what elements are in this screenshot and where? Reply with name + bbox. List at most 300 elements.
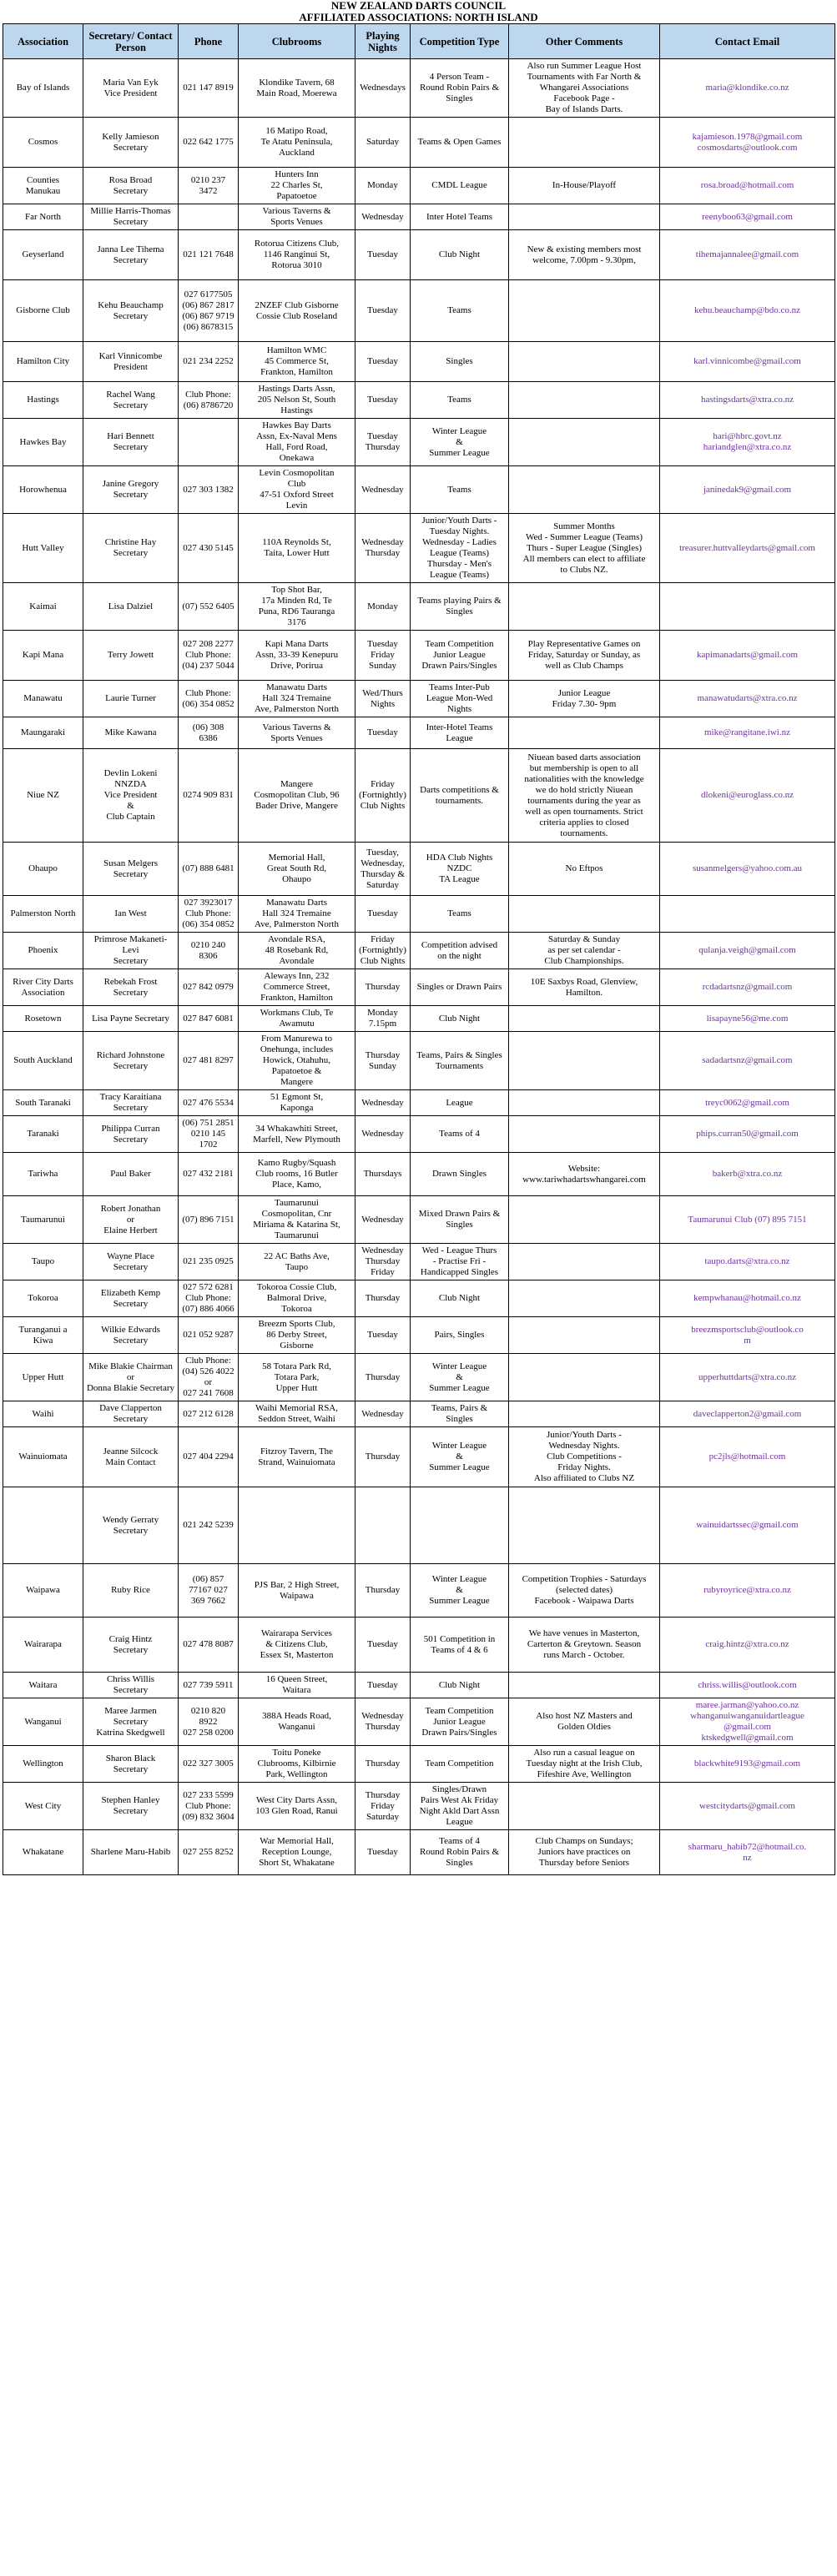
cell-line: Teams of 4	[439, 1836, 480, 1846]
competition-type-cell	[411, 1280, 509, 1317]
cell-line: Wairarapa Services	[261, 1628, 332, 1638]
column-header: Secretary/ Contact Person	[83, 24, 179, 59]
contact-cell	[83, 280, 179, 342]
cell-line: Wednesday	[361, 1408, 404, 1419]
cell-line: Tokoroa Cossie Club,	[256, 1282, 337, 1292]
email-cell	[660, 1116, 835, 1153]
cell-line: Club Phone:	[185, 1356, 231, 1366]
email-link[interactable]: phips.curran50@gmail.com	[696, 1129, 799, 1139]
table-row	[3, 1244, 835, 1280]
cell-line: Palmerston North	[10, 908, 76, 918]
email-link[interactable]: reenyboo63@gmail.com	[702, 211, 793, 222]
email-link[interactable]: manawatudarts@xtra.co.nz	[697, 693, 798, 703]
email-cell	[660, 382, 835, 419]
phone-cell	[179, 1564, 239, 1618]
cell-line: Club Night	[438, 1679, 481, 1690]
clubrooms-cell	[239, 631, 355, 681]
email-link[interactable]: hastingsdarts@xtra.co.nz	[701, 395, 794, 405]
playing-nights-cell	[355, 749, 411, 843]
clubrooms-cell	[239, 1032, 355, 1090]
comments-cell	[509, 419, 660, 466]
cell-line: 3176	[287, 617, 306, 627]
comments-cell	[509, 1196, 660, 1244]
email-link[interactable]: daveclapperton2@gmail.com	[693, 1408, 802, 1419]
cell-line: Bader Drive, Mangere	[255, 801, 338, 811]
email-link[interactable]: rosa.broad@hotmail.com	[700, 180, 794, 190]
email-link[interactable]: treasurer.huttvalleydarts@gmail.com	[679, 542, 815, 553]
email-link[interactable]: nz	[743, 1852, 752, 1863]
cell-line: Wednesday	[361, 1214, 404, 1225]
table-row	[3, 1618, 835, 1673]
comments-cell	[509, 466, 660, 514]
email-link[interactable]: breezmsportsclub@outlook.co	[691, 1324, 804, 1335]
cell-line: Wed/Thurs	[362, 687, 403, 698]
contact-cell	[83, 1032, 179, 1090]
cell-line: Club Phone:	[185, 1293, 231, 1303]
cell-line: 0210 240 8306	[190, 939, 226, 961]
cell-line: (Fortnightly)	[359, 790, 406, 800]
playing-nights-cell	[355, 1006, 411, 1032]
email-link[interactable]: ktskedgwell@gmail.com	[701, 1733, 794, 1743]
cell-line: Secretary	[113, 1261, 149, 1272]
competition-type-cell	[411, 280, 509, 342]
phone-cell	[179, 466, 239, 514]
phone-cell	[179, 1244, 239, 1280]
email-cell	[660, 1487, 835, 1564]
comments-cell	[509, 1698, 660, 1746]
phone-cell	[179, 280, 239, 342]
email-link[interactable]: mike@rangitane.iwi.nz	[704, 727, 790, 737]
clubrooms-cell	[239, 342, 355, 382]
cell-line: Hawkes Bay Darts	[262, 420, 331, 430]
competition-type-cell	[411, 59, 509, 118]
cell-line: Wednesday	[361, 1097, 404, 1108]
email-link[interactable]: kempwhanau@hotmail.co.nz	[693, 1293, 801, 1303]
cell-line: Rotorua Citizens Club,	[254, 239, 340, 249]
email-link[interactable]: chriss.willis@outlook.com	[698, 1679, 797, 1690]
clubrooms-cell	[239, 1006, 355, 1032]
cell-line: - Practise Fri -	[432, 1256, 487, 1266]
email-link[interactable]: sharmaru_habib72@hotmail.co.	[688, 1841, 807, 1852]
cell-line: Onekawa	[279, 453, 315, 463]
cell-line: Cosmopolitan, Cnr	[261, 1209, 332, 1219]
cell-line: Bay of Islands Darts.	[545, 104, 623, 114]
email-link[interactable]: rubyroyrice@xtra.co.nz	[703, 1585, 791, 1595]
cell-line: Singles	[446, 93, 473, 103]
email-link[interactable]: hari@hbrc.govt.nz	[713, 431, 782, 441]
cell-line: Ohaupo	[28, 863, 58, 873]
email-link[interactable]: qulanja.veigh@gmail.com	[698, 945, 796, 955]
cell-line: Secretary	[113, 1763, 149, 1774]
cell-line: Facebook - Waipawa Darts	[534, 1596, 634, 1606]
cell-line: Drive, Porirua	[270, 661, 323, 671]
association-cell	[3, 1116, 83, 1153]
phone-cell	[179, 1196, 239, 1244]
phone-cell	[179, 168, 239, 204]
cell-line: West City Darts Assn,	[256, 1795, 337, 1805]
email-link[interactable]: Taumarunui Club (07) 895 7151	[688, 1214, 807, 1225]
cell-line: (06) 8786720	[183, 400, 234, 410]
cell-line: Monday	[367, 180, 398, 190]
cell-line: Club rooms, 16 Butler	[255, 1169, 338, 1179]
cell-line: 022 642 1775	[183, 137, 234, 147]
email-cell	[660, 342, 835, 382]
email-link[interactable]: kajamieson.1978@gmail.com	[692, 131, 803, 142]
playing-nights-cell	[355, 1746, 411, 1783]
cell-line: Friday	[371, 779, 395, 789]
cell-line: Maree Jarmen	[104, 1705, 157, 1716]
contact-cell	[83, 1618, 179, 1673]
email-link[interactable]: susanmelgers@yahoo.com.au	[692, 863, 803, 873]
clubrooms-cell	[239, 382, 355, 419]
competition-type-cell	[411, 1427, 509, 1487]
clubrooms-cell	[239, 1673, 355, 1698]
cell-line: Hamilton.	[565, 987, 603, 998]
cell-line: Secretary	[113, 1103, 149, 1113]
comments-cell	[509, 631, 660, 681]
email-link[interactable]: kapimanadarts@gmail.com	[696, 650, 798, 660]
cell-line: Millie Harris-Thomas	[90, 206, 171, 216]
cell-line: Golden Oldies	[557, 1722, 611, 1732]
phone-cell	[179, 1830, 239, 1875]
cell-line: to Clubs NZ.	[560, 564, 608, 575]
cell-line: Thursday	[365, 1722, 401, 1732]
cell-line: Taumarunui	[21, 1214, 65, 1225]
cell-line: Wilkie Edwards	[101, 1324, 160, 1335]
association-cell	[3, 514, 83, 583]
email-cell	[660, 204, 835, 230]
email-link[interactable]: cosmosdarts@outlook.com	[697, 142, 798, 153]
cell-line: Thursday - Men's	[426, 559, 492, 569]
comments-cell	[509, 681, 660, 717]
cell-line: Thursday	[365, 548, 401, 558]
email-link[interactable]: bakerb@xtra.co.nz	[712, 1169, 783, 1179]
playing-nights-cell	[355, 1317, 411, 1354]
playing-nights-cell	[355, 1618, 411, 1673]
cell-line: Taumarunui	[275, 1198, 319, 1208]
comments-cell	[509, 1746, 660, 1783]
cell-line: Elizabeth Kemp	[100, 1287, 161, 1298]
cell-line: Monday	[367, 1008, 398, 1018]
playing-nights-cell	[355, 1244, 411, 1280]
comments-cell	[509, 933, 660, 969]
phone-cell	[179, 1746, 239, 1783]
competition-type-cell	[411, 1244, 509, 1280]
contact-cell	[83, 1427, 179, 1487]
email-cell	[660, 1244, 835, 1280]
cell-line: 205 Nelson St, South	[257, 395, 336, 405]
cell-line: 369 7662	[190, 1596, 226, 1606]
email-link[interactable]: craig.hintz@xtra.co.nz	[705, 1639, 789, 1649]
playing-nights-cell	[355, 382, 411, 419]
competition-type-cell	[411, 1673, 509, 1698]
email-link[interactable]: whanganuiwanganuidartleague	[690, 1711, 804, 1721]
email-link[interactable]: taupo.darts@xtra.co.nz	[704, 1256, 790, 1266]
phone-cell	[179, 118, 239, 168]
cell-line: Club Champs on Sundays;	[535, 1836, 633, 1846]
cell-line: Club Championships.	[544, 956, 624, 966]
email-link[interactable]: kehu.beauchamp@bdo.co.nz	[693, 305, 801, 315]
phone-cell	[179, 896, 239, 933]
cell-line: Sharon Black	[105, 1753, 156, 1763]
competition-type-cell	[411, 1090, 509, 1116]
email-link[interactable]: pc2jls@hotmail.com	[708, 1452, 786, 1462]
cell-line: Commerce Street,	[263, 982, 330, 992]
cell-line: 388A Heads Road,	[262, 1711, 331, 1721]
cell-line: &	[456, 1452, 463, 1462]
cell-line: Tuesday	[367, 395, 398, 405]
cell-line: Karl Vinnicombe	[98, 350, 163, 361]
contact-cell	[83, 466, 179, 514]
competition-type-cell	[411, 514, 509, 583]
cell-line: 501 Competition in	[423, 1633, 496, 1644]
competition-type-cell	[411, 1116, 509, 1153]
competition-type-cell	[411, 843, 509, 896]
cell-line: Maungaraki	[20, 727, 66, 737]
contact-cell	[83, 1090, 179, 1116]
email-link[interactable]: hariandglen@xtra.co.nz	[703, 442, 792, 452]
cell-line: Kapi Mana	[22, 650, 64, 660]
cell-line: Kelly Jamieson	[102, 131, 159, 142]
email-link[interactable]: upperhuttdarts@xtra.co.nz	[698, 1371, 797, 1382]
comments-cell	[509, 969, 660, 1006]
email-link[interactable]: blackwhite9193@gmail.com	[693, 1758, 801, 1768]
cell-line: Hamilton WMC	[266, 345, 327, 355]
table-row	[3, 1032, 835, 1090]
cell-line: Niue NZ	[27, 790, 59, 800]
competition-type-cell	[411, 717, 509, 749]
clubrooms-cell	[239, 1116, 355, 1153]
cell-line: 2NZEF Club Gisborne	[255, 299, 339, 310]
contact-cell	[83, 1153, 179, 1196]
cell-line: Saturday	[366, 137, 400, 147]
cell-line: Thursday	[365, 982, 401, 992]
cell-line: Handicapped Singles	[420, 1267, 499, 1277]
email-link[interactable]: janinedak9@gmail.com	[703, 484, 792, 495]
cell-line: (06) 308	[192, 722, 224, 732]
cell-line: Toitu Poneke	[272, 1748, 321, 1758]
clubrooms-cell	[239, 749, 355, 843]
contact-cell	[83, 514, 179, 583]
cell-line: Wanganui	[278, 1722, 315, 1732]
cell-line: Saturday	[366, 879, 400, 890]
cell-line: Teams playing Pairs &	[417, 596, 502, 606]
column-header: Contact Email	[660, 24, 835, 59]
associations-table	[3, 23, 835, 1875]
email-cell	[660, 1564, 835, 1618]
cell-line: (06) 867 2817	[182, 299, 234, 310]
email-link[interactable]: karl.vinnicombe@gmail.com	[693, 356, 801, 366]
cell-line: Hari Bennett	[107, 431, 154, 441]
cell-line: Team Competition	[425, 639, 494, 649]
cell-line: Mangere	[280, 1077, 314, 1087]
email-cell	[660, 1280, 835, 1317]
cell-line: Wairarapa	[24, 1639, 62, 1649]
cell-line: Various Taverns &	[262, 206, 331, 216]
comments-cell	[509, 1317, 660, 1354]
phone-cell	[179, 382, 239, 419]
cell-line: Teams Inter-Pub	[429, 682, 490, 692]
association-cell	[3, 1006, 83, 1032]
cell-line: 1146 Ranginui St,	[263, 249, 330, 259]
table-row	[3, 1564, 835, 1618]
competition-type-cell	[411, 933, 509, 969]
cell-line: Thursday before Seniors	[538, 1858, 630, 1868]
cell-line: Miriama & Katarina St,	[253, 1220, 340, 1230]
cell-line: (07) 886 4066	[182, 1304, 234, 1314]
email-cell	[660, 843, 835, 896]
contact-cell	[83, 843, 179, 896]
email-link[interactable]: lisapayne56@me.com	[706, 1013, 789, 1024]
cell-line: 027 212 6128	[183, 1408, 234, 1419]
cell-line: Top Shot Bar,	[271, 585, 322, 595]
cell-line: Club Phone:	[185, 1800, 231, 1811]
comments-cell	[509, 1032, 660, 1090]
cell-line: Secretary	[113, 310, 149, 321]
clubrooms-cell	[239, 1153, 355, 1196]
association-cell	[3, 1153, 83, 1196]
email-cell	[660, 466, 835, 514]
cell-line: 47-51 Oxford Street	[260, 490, 334, 500]
email-cell	[660, 1006, 835, 1032]
cell-line: Upper Hutt	[275, 1382, 318, 1393]
email-link[interactable]: maree.jarman@yahoo.co.nz	[695, 1700, 799, 1710]
table-row	[3, 382, 835, 419]
cell-line: Wednesday	[361, 211, 404, 222]
comments-cell	[509, 1280, 660, 1317]
cell-line: Competition Trophies - Saturdays	[522, 1574, 647, 1584]
competition-type-cell	[411, 1564, 509, 1618]
cell-line: Secretary	[113, 254, 149, 265]
cell-line: as per set calendar -	[547, 945, 621, 955]
cell-line: Mixed Drawn Pairs &	[418, 1209, 501, 1219]
title-line: NEW ZEALAND DARTS COUNCIL	[330, 0, 507, 12]
cell-line: Thursday	[365, 1256, 401, 1266]
cell-line: Avondale	[279, 956, 315, 966]
competition-type-cell	[411, 631, 509, 681]
table-row	[3, 342, 835, 382]
cell-line: Hunters Inn	[275, 169, 319, 179]
table-row	[3, 631, 835, 681]
email-link[interactable]: @gmail.com	[724, 1722, 771, 1732]
cell-line: Team Competition	[425, 1758, 494, 1768]
email-link[interactable]: tihemajannalee@gmail.com	[695, 249, 799, 259]
cell-line: Competition advised	[421, 939, 498, 950]
cell-line: Wed - Summer League (Teams)	[525, 531, 643, 542]
email-link[interactable]: rcdadartsnz@gmail.com	[702, 982, 793, 992]
cell-line: War Memorial Hall,	[260, 1836, 334, 1846]
association-cell	[3, 1401, 83, 1427]
cell-line: runs March - October.	[543, 1650, 625, 1660]
contact-cell	[83, 118, 179, 168]
phone-cell	[179, 1317, 239, 1354]
association-cell	[3, 1427, 83, 1487]
competition-type-cell	[411, 1618, 509, 1673]
cell-line: Thursday	[365, 1789, 401, 1800]
cell-line: Mike Kawana	[104, 727, 157, 737]
cell-line: 027 241 7608	[183, 1388, 234, 1398]
playing-nights-cell	[355, 717, 411, 749]
phone-cell	[179, 230, 239, 280]
comments-cell	[509, 1618, 660, 1673]
cell-line: (06) 867 9719	[182, 310, 234, 321]
cell-line: Pairs West Ak Friday	[420, 1795, 499, 1805]
cell-line: &	[456, 1371, 463, 1382]
table-row	[3, 1401, 835, 1427]
cell-line: Stephen Hanley	[101, 1795, 160, 1805]
email-link[interactable]: sadadartsnz@gmail.com	[702, 1055, 793, 1065]
cell-line: 22 Charles St,	[270, 180, 323, 190]
cell-line: 0274 909 831	[183, 790, 234, 800]
contact-cell	[83, 631, 179, 681]
competition-type-cell	[411, 1317, 509, 1354]
phone-cell	[179, 681, 239, 717]
cell-line: Tuesday,	[366, 847, 399, 858]
cell-line: Taupo	[31, 1256, 55, 1266]
association-cell	[3, 1564, 83, 1618]
competition-type-cell	[411, 583, 509, 631]
email-link[interactable]: wainuidartssec@gmail.com	[696, 1520, 799, 1530]
cell-line: Junior League	[433, 650, 486, 660]
email-link[interactable]: maria@klondike.co.nz	[705, 83, 789, 93]
email-cell	[660, 1698, 835, 1746]
clubrooms-cell	[239, 466, 355, 514]
email-link[interactable]: treyc0062@gmail.com	[705, 1097, 789, 1108]
cell-line: Taupo	[285, 1261, 309, 1272]
cell-line: 027 258 0200	[183, 1727, 234, 1738]
competition-type-cell	[411, 1783, 509, 1830]
cell-line: Thursday	[365, 1452, 401, 1462]
cell-line: Facebook Page -	[553, 93, 615, 103]
cell-line: HDA Club Nights	[426, 853, 493, 863]
cell-line: Night Akld Dart Assn	[419, 1806, 500, 1816]
cell-line: Club Phone:	[185, 687, 231, 698]
email-link[interactable]: m	[744, 1335, 751, 1346]
competition-type-cell	[411, 466, 509, 514]
competition-type-cell	[411, 1746, 509, 1783]
competition-type-cell	[411, 1698, 509, 1746]
cell-line: Ave, Palmerston North	[255, 919, 339, 929]
cell-line: &	[127, 801, 134, 811]
cell-line: Wainuiomata	[18, 1452, 68, 1462]
email-cell	[660, 1354, 835, 1401]
cell-line: Friday	[371, 1267, 395, 1277]
cell-line: Jeanne Silcock	[103, 1446, 159, 1457]
cell-line: Winter League	[431, 1361, 487, 1371]
cell-line: Primrose Makaneti-Levi	[93, 934, 168, 955]
cell-line: 0210 820 8922	[190, 1705, 226, 1727]
playing-nights-cell	[355, 969, 411, 1006]
email-link[interactable]: westcitydarts@gmail.com	[699, 1800, 795, 1811]
playing-nights-cell	[355, 1564, 411, 1618]
email-link[interactable]: dlokeni@euroglass.co.nz	[701, 790, 794, 800]
cell-line: Manukau	[25, 185, 61, 196]
association-cell	[3, 1196, 83, 1244]
comments-cell	[509, 168, 660, 204]
cell-line: 027 233 5599	[183, 1789, 234, 1800]
cell-line: 0210 237 3472	[190, 174, 226, 196]
association-cell	[3, 118, 83, 168]
cell-line: 027 478 8087	[183, 1639, 234, 1649]
cell-line: Teams of 4	[439, 1129, 480, 1139]
cell-line: Hamilton City	[16, 356, 70, 366]
playing-nights-cell	[355, 1401, 411, 1427]
cell-line: Gisborne Club	[16, 305, 70, 315]
cell-line: tournaments.	[435, 795, 484, 806]
playing-nights-cell	[355, 1427, 411, 1487]
cell-line: 027 404 2294	[183, 1452, 234, 1462]
table-row	[3, 1487, 835, 1564]
